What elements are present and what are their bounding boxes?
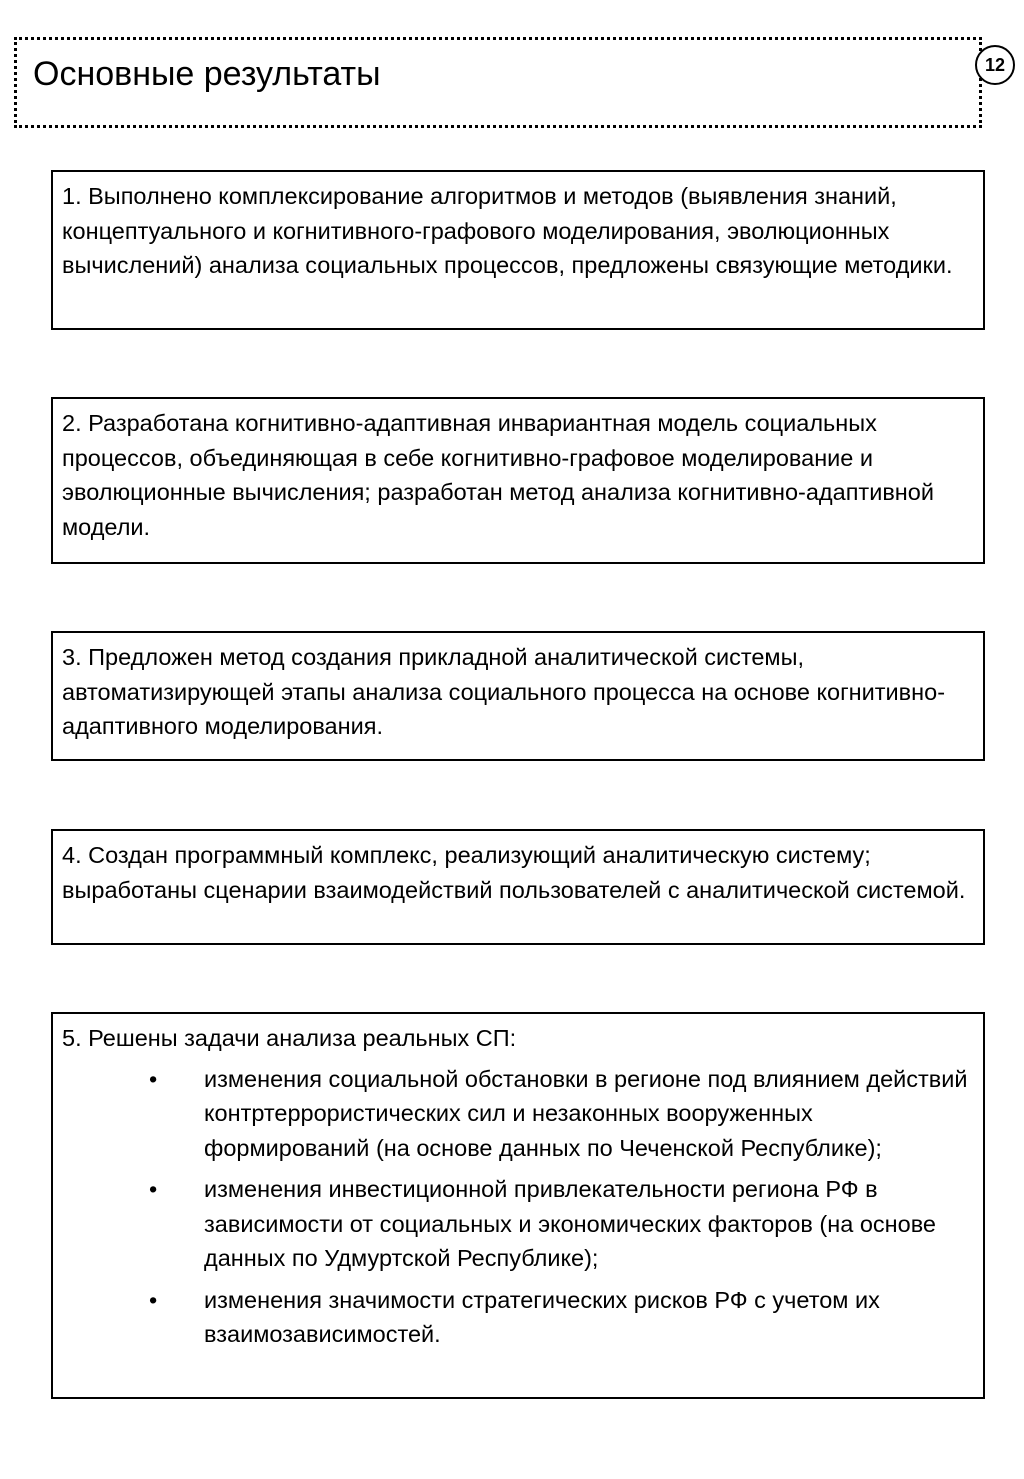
list-item-text: изменения значимости стратегических рисков РФ с учетом их взаимозависимостей. [204, 1286, 880, 1347]
result-5-bullet-list [62, 1062, 975, 1352]
result-text-4: 4. Создан программный комплекс, реализующий аналитическую систему; выработаны сценарии взаимодействий пользователей с аналитической системой. [62, 842, 966, 903]
result-box-3 [51, 631, 985, 761]
bullet-icon: • [149, 1176, 158, 1202]
title-frame [14, 37, 982, 128]
list-item [62, 1283, 975, 1352]
list-item-text: изменения инвестиционной привлекательности региона РФ в зависимости от социальных и экономических факторов (на основе данных по Удмуртской Республике); [204, 1176, 936, 1271]
page-title: Основные результаты [33, 55, 381, 93]
bullet-icon: • [149, 1286, 158, 1313]
result-box-5 [51, 1012, 985, 1399]
result-box-1 [51, 170, 985, 330]
result-text-3: 3. Предложен метод создания прикладной аналитической системы, автоматизирующей этапы анализа социального процесса на основе когнитивно-адаптивного моделирования. [62, 644, 946, 739]
result-box-4 [51, 829, 985, 945]
list-item [62, 1062, 975, 1166]
list-item-text: изменения социальной обстановки в регионе под влиянием действий контртеррористических сил и незаконных вооруженных формирований (на основе данных по Чеченской Республике); [204, 1065, 968, 1161]
bullet-icon: • [149, 1065, 158, 1092]
result-box-2 [51, 397, 985, 564]
list-item [62, 1172, 975, 1276]
result-text-1: 1. Выполнено комплексирование алгоритмов и методов (выявления знаний, концептуального и когнитивного-графового моделирования, эволюционных вычислений) анализа социальных процессов, предложены связующие методики. [62, 183, 953, 278]
result-text-2: 2. Разработана когнитивно-адаптивная инвариантная модель социальных процессов, объединяющая в себе когнитивно-графовое моделирование и эволюционные вычисления; разработан метод анализа когнитивно-адаптивной модели. [62, 410, 934, 540]
page-number-badge: 12 [975, 45, 1015, 85]
result-text-5: 5. Решены задачи анализа реальных СП: [62, 1025, 517, 1051]
